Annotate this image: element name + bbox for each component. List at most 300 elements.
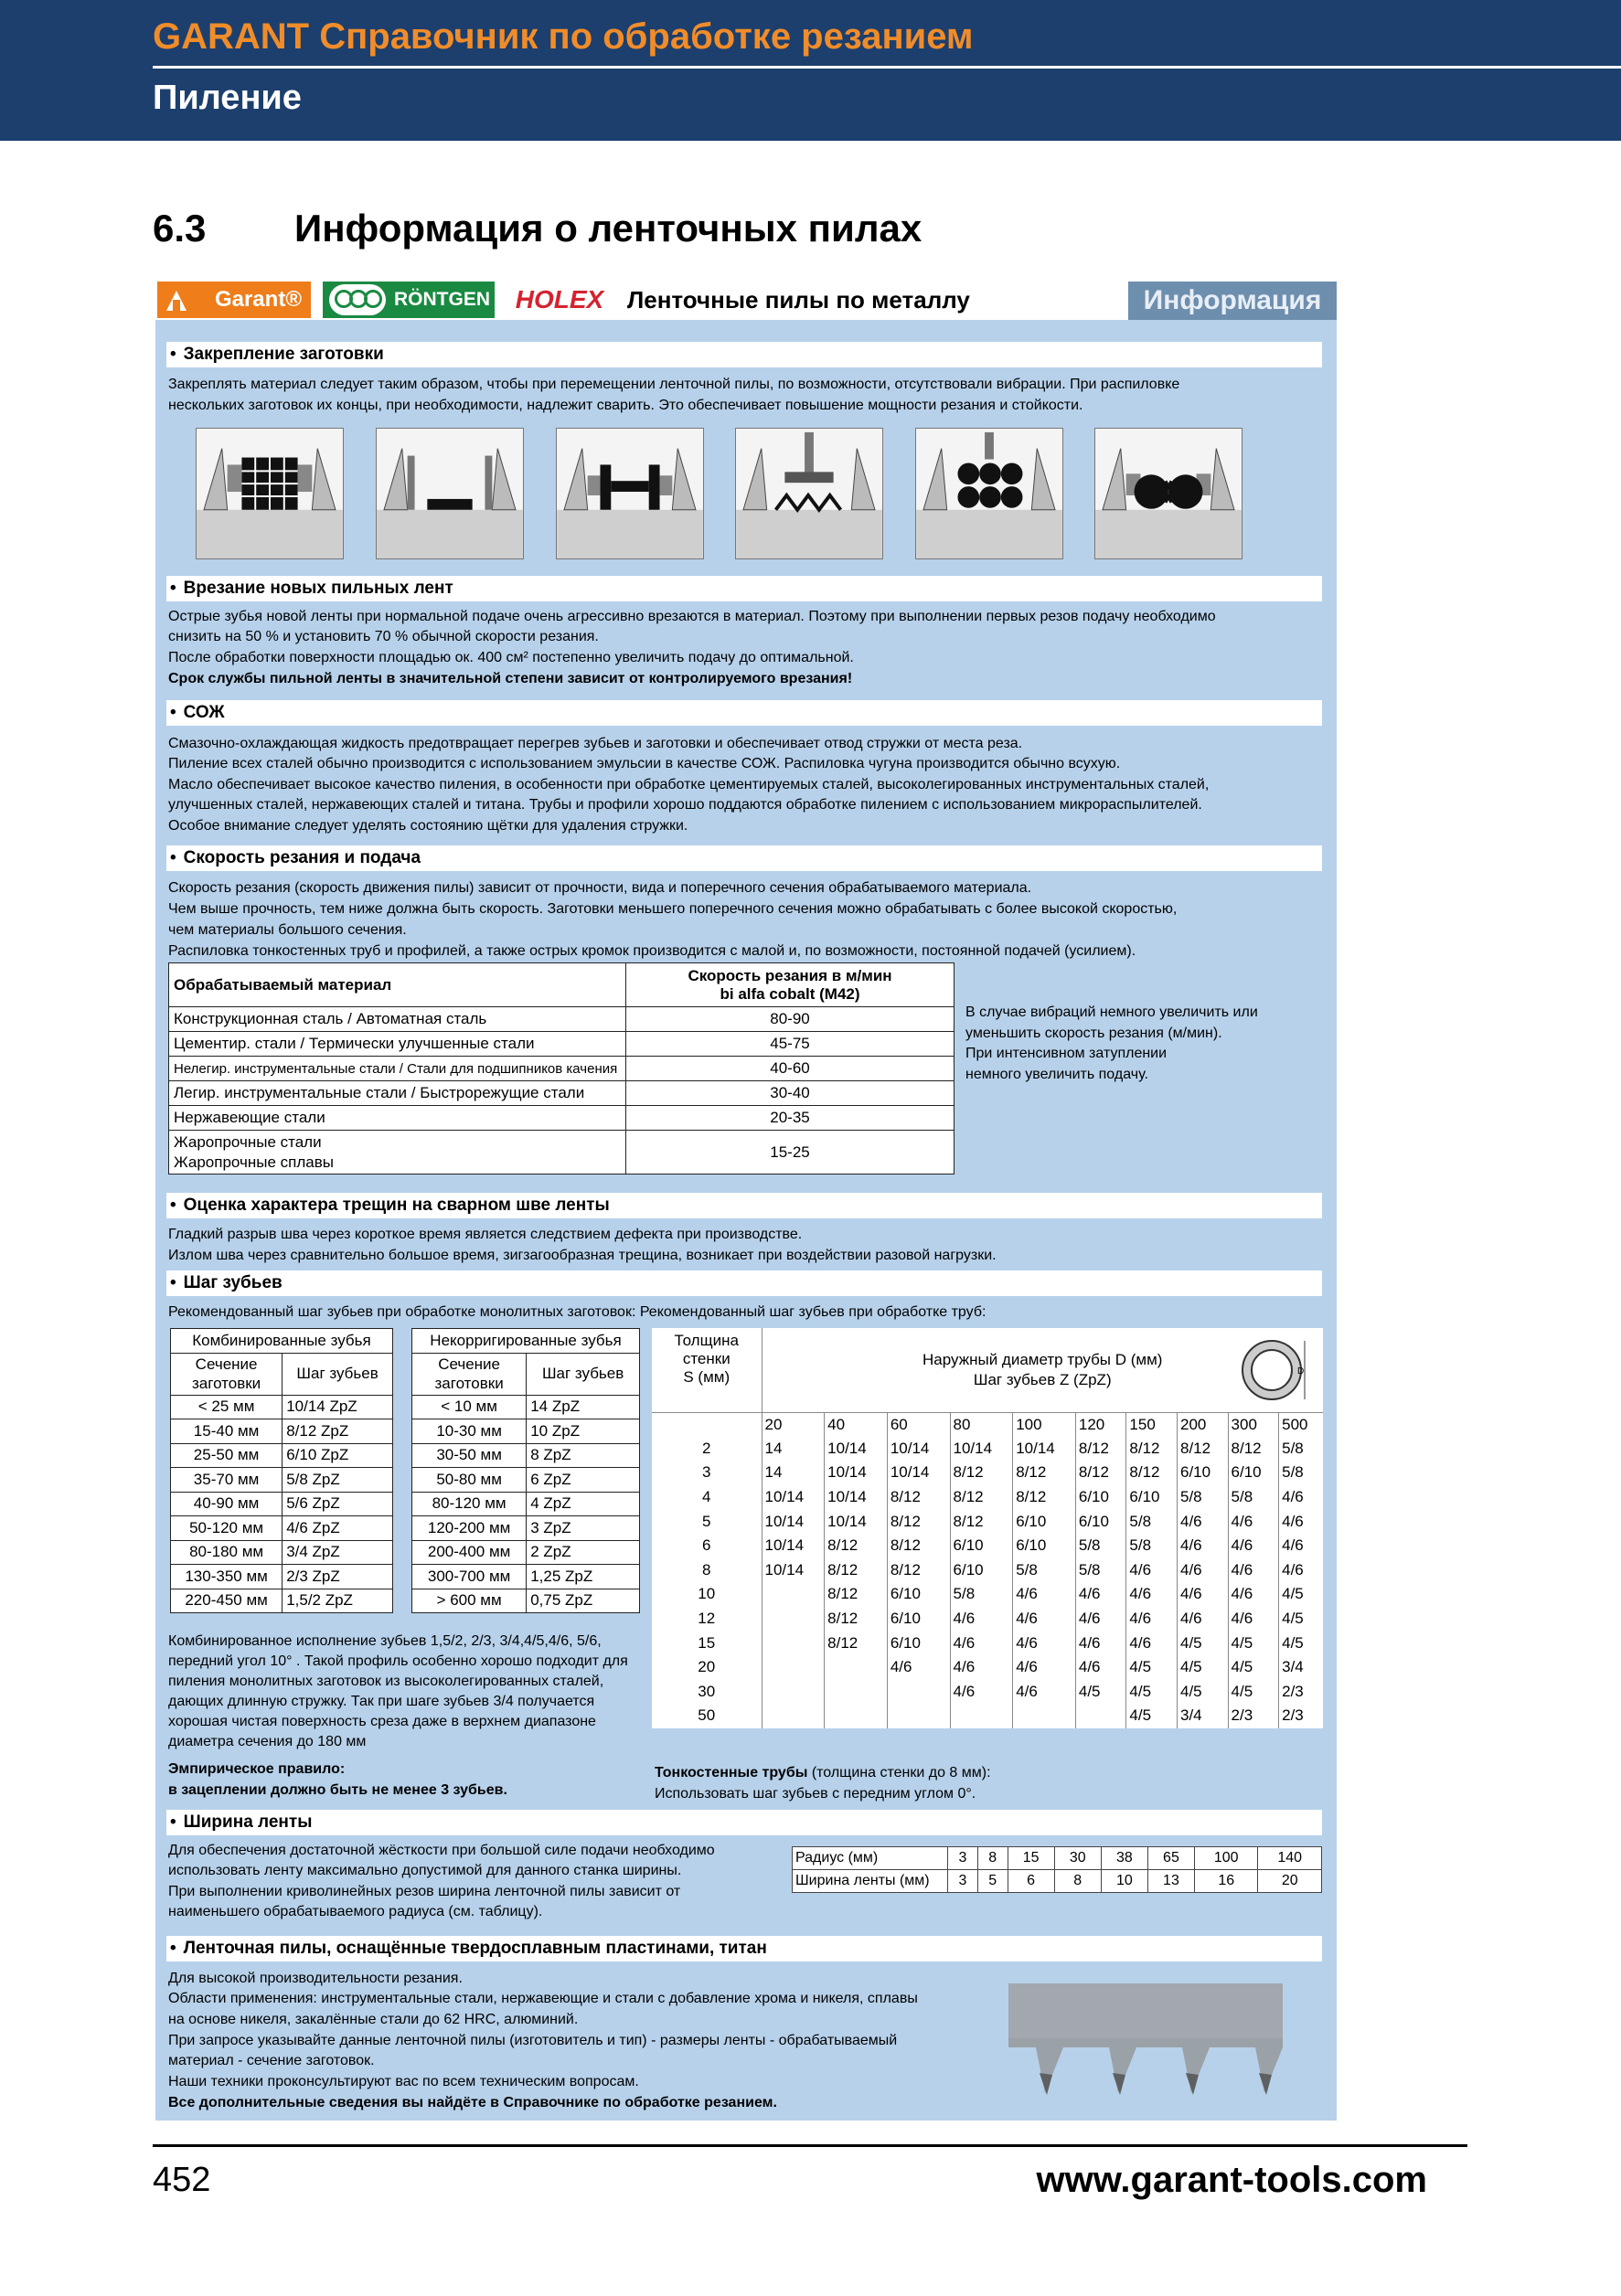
table-row bbox=[171, 1419, 393, 1444]
band-width-text-4: наименьшего обрабатываемого радиуса (см. таблицу). bbox=[168, 1904, 543, 1919]
band-width-text-1: Для обеспечения достаточной жёсткости при большой силе подачи необходимо bbox=[168, 1843, 715, 1858]
table-cell bbox=[887, 1680, 950, 1705]
table-header-row: Сечение заготовки Шаг зубьев bbox=[171, 1353, 393, 1395]
table-cell: 5/8 bbox=[1228, 1485, 1279, 1510]
table-cell: 80 bbox=[950, 1412, 1013, 1437]
table-cell: 20 bbox=[698, 1658, 716, 1676]
pipe-pitch-table bbox=[652, 1328, 1323, 1728]
table-cell bbox=[950, 1704, 1013, 1728]
coolant-heading: • СОЖ bbox=[166, 700, 1322, 726]
table-cell: 8 bbox=[1054, 1870, 1101, 1893]
table-cell: 4/5 bbox=[1228, 1631, 1279, 1655]
table-cell: 4/6 bbox=[1177, 1582, 1228, 1607]
pipe-cross-section-icon bbox=[1237, 1334, 1310, 1407]
table-cell: 8 bbox=[702, 1560, 711, 1578]
header-divider bbox=[153, 66, 1621, 69]
pitch-intro: Рекомендованный шаг зубьев при обработке монолитных заготовок: Рекомендованный шаг зубьев при обработке труб: bbox=[168, 1304, 986, 1320]
cracks-text-1: Гладкий разрыв шва через короткое время является следствием дефекта при производстве. bbox=[168, 1227, 803, 1242]
combo-note-6: диаметра сечения до 180 мм bbox=[168, 1734, 367, 1749]
table-cell: 4/6 bbox=[1279, 1509, 1323, 1534]
table-cell: 5/8 ZpZ bbox=[283, 1468, 393, 1493]
table-cell: 8/12 bbox=[825, 1582, 888, 1607]
thin-wall-note-2: Использовать шаг зубьев с передним углом 0°. bbox=[655, 1786, 976, 1802]
carbide-text-3: на основе никеля, закалённые стали до 62 HRC, алюминий. bbox=[168, 2012, 579, 2027]
table-row: Цементир. стали / Термически улучшенные стали 45-75 bbox=[169, 1032, 954, 1057]
footer-divider bbox=[153, 2144, 1467, 2147]
clamping-text-2: нескольких заготовок их концы, при необходимости, надлежит сварить. Это обеспечивает повышение мощности резания и стойкости. bbox=[168, 398, 1083, 413]
table-cell: 4/6 bbox=[887, 1655, 950, 1680]
table-cell: 8/12 ZpZ bbox=[283, 1419, 393, 1444]
table-row bbox=[412, 1516, 640, 1541]
clamping-text-1: Закреплять материал следует таким образом, чтобы при перемещении ленточной пилы, по возможности, отсутствовали вибрации. При распиловке bbox=[168, 377, 1180, 392]
table-row bbox=[412, 1565, 640, 1589]
carbide-heading: • Ленточная пилы, оснащённые твердосплавным пластинами, титан bbox=[166, 1936, 1322, 1961]
table-cell: 10/14 bbox=[1013, 1437, 1076, 1462]
table-cell: 30-50 мм bbox=[412, 1443, 527, 1468]
table-cell: 10 bbox=[698, 1585, 716, 1603]
table-cell: 20 bbox=[762, 1412, 825, 1437]
table-cell: 25-50 мм bbox=[171, 1443, 283, 1468]
table-cell: 0,75 ZpZ bbox=[527, 1589, 640, 1613]
table-cell: 100 bbox=[1195, 1847, 1258, 1870]
table-cell: 6/10 bbox=[1126, 1485, 1178, 1510]
table-cell bbox=[825, 1680, 888, 1705]
table-cell: 120-200 мм bbox=[412, 1516, 527, 1541]
table-cell: 4/5 bbox=[1177, 1655, 1228, 1680]
table-cell: 10/14 bbox=[825, 1437, 888, 1462]
table-row bbox=[412, 1589, 640, 1613]
table-cell: 4/6 bbox=[1279, 1558, 1323, 1583]
table-row bbox=[171, 1492, 393, 1516]
table-cell: 12 bbox=[698, 1610, 716, 1628]
table-row bbox=[412, 1419, 640, 1444]
table-cell: 130-350 мм bbox=[171, 1565, 283, 1589]
table-cell: 13 bbox=[1147, 1870, 1194, 1893]
table-cell: 8/12 bbox=[887, 1558, 950, 1583]
uncorrected-teeth-table bbox=[411, 1328, 640, 1613]
material-column-header: Обрабатываемый материал bbox=[169, 963, 626, 1007]
table-cell: 4/6 ZpZ bbox=[283, 1516, 393, 1541]
table-cell bbox=[762, 1631, 825, 1655]
table-cell: 4/5 bbox=[1279, 1607, 1323, 1632]
table-cell: 6/10 ZpZ bbox=[283, 1443, 393, 1468]
table-row bbox=[652, 1704, 1323, 1728]
table-cell: 4/6 bbox=[1013, 1631, 1076, 1655]
saw-blade-photo bbox=[1008, 1983, 1283, 2110]
table-cell: 150 bbox=[1126, 1412, 1178, 1437]
cutting-speed-table bbox=[168, 962, 954, 1175]
table-cell: 35-70 мм bbox=[171, 1468, 283, 1493]
table-cell: 4/5 bbox=[1228, 1680, 1279, 1705]
speed-text-3: чем материалы большого сечения. bbox=[168, 922, 407, 938]
table-cell: 60 bbox=[887, 1412, 950, 1437]
table-cell: 10/14 bbox=[825, 1461, 888, 1485]
table-cell: 10/14 bbox=[762, 1509, 825, 1534]
table-cell: 5/8 bbox=[1075, 1534, 1126, 1558]
table-cell: 4/5 bbox=[1279, 1582, 1323, 1607]
table-cell: 4/6 bbox=[1013, 1607, 1076, 1632]
table-row bbox=[171, 1395, 393, 1419]
table-cell: 220-450 мм bbox=[171, 1589, 283, 1613]
table-cell: 140 bbox=[1258, 1847, 1322, 1870]
table-cell: 4/6 bbox=[950, 1680, 1013, 1705]
radius-row: Радиус (мм) 3 8 15 30 38 65 100 140 bbox=[793, 1847, 1322, 1870]
table-cell: 40-90 мм bbox=[171, 1492, 283, 1516]
table-cell: 8/12 bbox=[1075, 1437, 1126, 1462]
table-cell: 6 ZpZ bbox=[527, 1468, 640, 1493]
table-cell: 4/6 bbox=[1126, 1582, 1178, 1607]
carbide-text-2: Области применения: инструментальные стали, нержавеющие и стали с добавление хрома и никеля, сплавы bbox=[168, 1991, 918, 2006]
thin-wall-note: Тонкостенные трубы (толщина стенки до 8 мм): bbox=[655, 1765, 991, 1780]
cracks-text-2: Излом шва через сравнительно большое время, зигзагообразная трещина, возникает при воздействии разовой нагрузки. bbox=[168, 1248, 997, 1263]
table-cell: 4/6 bbox=[950, 1607, 1013, 1632]
table-cell: 5/8 bbox=[950, 1582, 1013, 1607]
table-row bbox=[171, 1565, 393, 1589]
table-cell: 14 bbox=[762, 1461, 825, 1485]
table-row bbox=[412, 1540, 640, 1565]
table-cell: 10/14 bbox=[950, 1437, 1013, 1462]
coolant-text-5: Особое внимание следует уделять состоянию щётки для удаления стружки. bbox=[168, 818, 688, 834]
table-row bbox=[652, 1680, 1323, 1705]
table-cell: 4 ZpZ bbox=[527, 1492, 640, 1516]
run-in-text-1: Острые зубья новой ленты при нормальной подаче очень агрессивно врезаются в материал. Поэтому при выполнении первых резов подачу необходимо bbox=[168, 609, 1216, 624]
table-cell: 4/6 bbox=[1177, 1607, 1228, 1632]
table-cell: 15 bbox=[1008, 1847, 1054, 1870]
table-row: Конструкционная сталь / Автоматная сталь 80-90 bbox=[169, 1007, 954, 1032]
table-row bbox=[412, 1443, 640, 1468]
table-cell: 6/10 bbox=[950, 1534, 1013, 1558]
table-cell: 100 bbox=[1013, 1412, 1076, 1437]
table-cell: 200-400 мм bbox=[412, 1540, 527, 1565]
table-cell: 30 bbox=[1054, 1847, 1101, 1870]
table-cell: 40 bbox=[825, 1412, 888, 1437]
band-width-table bbox=[792, 1846, 1322, 1893]
table-cell: 4/5 bbox=[1177, 1680, 1228, 1705]
table-cell: 6/10 bbox=[1075, 1485, 1126, 1510]
table-cell: < 25 мм bbox=[171, 1395, 283, 1419]
run-in-text-3: После обработки поверхности площадью ок. 400 см² постепенно увеличить подачу до оптимальной. bbox=[168, 650, 854, 665]
table-cell: 2 bbox=[702, 1439, 711, 1457]
table-cell: 10/14 bbox=[825, 1509, 888, 1534]
coolant-text-3: Масло обеспечивает высокое качество пиления, в особенности при обработке цементируемых сталей, высоколегированных инструментальных сталей, bbox=[168, 777, 1210, 792]
table-cell: 10/14 ZpZ bbox=[283, 1395, 393, 1419]
table-cell: 4/6 bbox=[1126, 1558, 1178, 1583]
website-url: www.garant-tools.com bbox=[1036, 2160, 1427, 2200]
clamp-figure-ibeam bbox=[556, 428, 704, 559]
table-cell: 4/5 bbox=[1228, 1655, 1279, 1680]
table-cell bbox=[887, 1704, 950, 1728]
clamp-figure-profile bbox=[735, 428, 883, 559]
table-cell: 4/6 bbox=[1075, 1582, 1126, 1607]
table-cell: 3 ZpZ bbox=[527, 1516, 640, 1541]
table-cell bbox=[762, 1582, 825, 1607]
section-title: Информация о ленточных пилах bbox=[294, 207, 922, 250]
table-row bbox=[652, 1655, 1323, 1680]
table-cell bbox=[762, 1655, 825, 1680]
table-cell: 8/12 bbox=[887, 1509, 950, 1534]
table-cell: 3/4 bbox=[1279, 1655, 1323, 1680]
header-band bbox=[0, 0, 1621, 141]
table-cell: 4/6 bbox=[1126, 1631, 1178, 1655]
band-width-heading: • Ширина ленты bbox=[166, 1810, 1322, 1835]
table-cell: 8/12 bbox=[825, 1631, 888, 1655]
table-cell: 120 bbox=[1075, 1412, 1126, 1437]
table-cell: 14 bbox=[762, 1437, 825, 1462]
table-cell: 5 bbox=[702, 1512, 711, 1530]
table-cell: 4/6 bbox=[950, 1655, 1013, 1680]
table-cell: 6/10 bbox=[1075, 1509, 1126, 1534]
table-cell: 8/12 bbox=[1126, 1437, 1178, 1462]
table-cell: 300 bbox=[1228, 1412, 1279, 1437]
speed-text-2: Чем выше прочность, тем ниже должна быть скорость. Заготовки меньшего поперечного сечения можно обрабатывать с более высокой скоростью, bbox=[168, 901, 1178, 917]
table-cell: 4/5 bbox=[1177, 1631, 1228, 1655]
holex-logo: HOLEX bbox=[515, 285, 604, 314]
table-cell: 6/10 bbox=[1013, 1509, 1076, 1534]
garant-logo-icon bbox=[165, 289, 188, 313]
table-cell: 4/6 bbox=[1126, 1607, 1178, 1632]
carbide-text-5: материал - сечение заготовок. bbox=[168, 2053, 375, 2068]
table-row bbox=[652, 1582, 1323, 1607]
table-cell: 10/14 bbox=[825, 1485, 888, 1510]
coolant-text-2: Пиление всех сталей обычно производится с использованием эмульсии в качестве СОЖ. Распиловка чугуна производится обычно всухую. bbox=[168, 756, 1121, 771]
table-header-row: Некорригированные зубья bbox=[412, 1329, 640, 1354]
table-cell: 80-180 мм bbox=[171, 1540, 283, 1565]
table-cell: 4/6 bbox=[1013, 1680, 1076, 1705]
table-cell: 4/6 bbox=[950, 1631, 1013, 1655]
table-cell: 10/14 bbox=[762, 1485, 825, 1510]
table-cell: 4/6 bbox=[1075, 1631, 1126, 1655]
table-cell: 8/12 bbox=[1177, 1437, 1228, 1462]
table-cell: 8/12 bbox=[825, 1607, 888, 1632]
table-cell: 5/8 bbox=[1177, 1485, 1228, 1510]
speed-note-4: немного увеличить подачу. bbox=[965, 1067, 1148, 1082]
coolant-text-4: улучшенных сталей, нержавеющих сталей и титана. Трубы и профили хорошо поддаются обработке пилением с использованием микрораспылителей. bbox=[168, 797, 1202, 813]
table-cell: 4/6 bbox=[1013, 1582, 1076, 1607]
table-cell: 2/3 bbox=[1228, 1704, 1279, 1728]
table-cell: 2/3 bbox=[1279, 1680, 1323, 1705]
table-cell: 50-80 мм bbox=[412, 1468, 527, 1493]
table-row bbox=[412, 1468, 640, 1493]
table-cell: 14 ZpZ bbox=[527, 1395, 640, 1419]
table-cell: 4/5 bbox=[1126, 1655, 1178, 1680]
table-cell: 50 bbox=[698, 1706, 716, 1725]
table-cell: 4/6 bbox=[1228, 1582, 1279, 1607]
run-in-text-2: снизить на 50 % и установить 70 % обычной скорости резания. bbox=[168, 629, 599, 644]
table-cell: 4/6 bbox=[1279, 1534, 1323, 1558]
rontgen-logo: RÖNTGEN bbox=[323, 282, 495, 318]
table-cell: 4/6 bbox=[1013, 1655, 1076, 1680]
garant-logo: Garant® bbox=[157, 282, 311, 318]
table-row: Нелегир. инструментальные стали / Стали для подшипников качения 40-60 bbox=[169, 1057, 954, 1081]
speed-column-header: Скорость резания в м/мин bi alfa cobalt (M42) bbox=[626, 963, 954, 1007]
carbide-text-4: При запросе указывайте данные ленточной пилы (изготовитель и тип) - размеры ленты - обрабатываемый bbox=[168, 2033, 898, 2048]
clamp-figure-round bbox=[1094, 428, 1242, 559]
table-cell: 5/8 bbox=[1075, 1558, 1126, 1583]
table-cell: 15-40 мм bbox=[171, 1419, 283, 1444]
table-row bbox=[171, 1468, 393, 1493]
table-cell: 8/12 bbox=[825, 1558, 888, 1583]
table-cell: 4/6 bbox=[1228, 1558, 1279, 1583]
speed-note-2: уменьшить скорость резания (м/мин). bbox=[965, 1026, 1222, 1041]
table-header-row bbox=[652, 1328, 1323, 1412]
table-row bbox=[171, 1540, 393, 1565]
table-cell: 500 bbox=[1279, 1412, 1323, 1437]
table-row bbox=[412, 1395, 640, 1419]
table-cell: 65 bbox=[1147, 1847, 1194, 1870]
table-cell: 8/12 bbox=[887, 1534, 950, 1558]
table-cell: 2/3 bbox=[1279, 1704, 1323, 1728]
table-cell: 10 ZpZ bbox=[527, 1419, 640, 1444]
table-cell: 8/12 bbox=[825, 1534, 888, 1558]
table-cell: 8 ZpZ bbox=[527, 1443, 640, 1468]
table-row bbox=[652, 1558, 1323, 1583]
table-cell: 4/5 bbox=[1126, 1680, 1178, 1705]
table-row bbox=[171, 1443, 393, 1468]
svg-text:D: D bbox=[1297, 1366, 1305, 1377]
header-subtitle: Пиление bbox=[153, 79, 302, 117]
table-cell: 2 ZpZ bbox=[527, 1540, 640, 1565]
table-cell: 4/6 bbox=[1075, 1655, 1126, 1680]
combo-note-1: Комбинированное исполнение зубьев 1,5/2, 2/3, 3/4,4/5,4/6, 5/6, bbox=[168, 1633, 602, 1649]
table-cell: 8/12 bbox=[1228, 1437, 1279, 1462]
table-cell: 6/10 bbox=[887, 1631, 950, 1655]
table-cell: > 600 мм bbox=[412, 1589, 527, 1613]
table-cell: 5/8 bbox=[1279, 1437, 1323, 1462]
table-row bbox=[652, 1534, 1323, 1558]
table-cell: 10-30 мм bbox=[412, 1419, 527, 1444]
speed-text-1: Скорость резания (скорость движения пилы) зависит от прочности, вида и поперечного сечения обрабатываемого материала. bbox=[168, 880, 1032, 896]
cracks-heading: • Оценка характера трещин на сварном шве ленты bbox=[166, 1193, 1322, 1218]
table-cell: 15 bbox=[698, 1633, 716, 1652]
table-cell: 6/10 bbox=[1228, 1461, 1279, 1485]
speed-heading: • Скорость резания и подача bbox=[166, 845, 1322, 871]
table-cell bbox=[825, 1704, 888, 1728]
table-cell: 16 bbox=[1195, 1870, 1258, 1893]
rule-of-thumb-text: в зацеплении должно быть не менее 3 зубьев. bbox=[168, 1782, 507, 1798]
table-cell: 4/5 bbox=[1075, 1680, 1126, 1705]
table-header-row bbox=[169, 963, 954, 1007]
table-cell: 4/6 bbox=[1279, 1485, 1323, 1510]
table-cell: 4/6 bbox=[1075, 1607, 1126, 1632]
table-cell: 4/5 bbox=[1279, 1631, 1323, 1655]
table-cell: 300-700 мм bbox=[412, 1565, 527, 1589]
carbide-text-1: Для высокой производительности резания. bbox=[168, 1971, 463, 1986]
coolant-text-1: Смазочно-охлаждающая жидкость предотвращает перегрев зубьев и заготовки и обеспечивает отвод стружки от места реза. bbox=[168, 736, 1023, 751]
combo-note-4: дающих длинную стружку. Так при шаге зубьев 3/4 получается bbox=[168, 1694, 595, 1709]
combo-note-3: пиления монолитных заготовок из высоколегированных сталей, bbox=[168, 1674, 604, 1689]
table-cell: < 10 мм bbox=[412, 1395, 527, 1419]
table-cell: 6/10 bbox=[1177, 1461, 1228, 1485]
table-row: Нержавеющие стали 20-35 bbox=[169, 1106, 954, 1131]
speed-note-1: В случае вибраций немного увеличить или bbox=[965, 1004, 1258, 1020]
table-cell: 1,25 ZpZ bbox=[527, 1565, 640, 1589]
page-number: 452 bbox=[153, 2161, 211, 2199]
table-cell: 6/10 bbox=[887, 1607, 950, 1632]
table-cell: 4/6 bbox=[1177, 1534, 1228, 1558]
table-cell: 6/10 bbox=[950, 1558, 1013, 1583]
table-cell: 3/4 bbox=[1177, 1704, 1228, 1728]
table-cell: 80-120 мм bbox=[412, 1492, 527, 1516]
table-row bbox=[652, 1631, 1323, 1655]
table-cell: 3 bbox=[948, 1870, 978, 1893]
table-cell: 5 bbox=[977, 1870, 1008, 1893]
table-cell bbox=[762, 1680, 825, 1705]
table-cell: 10/14 bbox=[762, 1558, 825, 1583]
table-row bbox=[652, 1485, 1323, 1510]
table-cell: 4/6 bbox=[1177, 1558, 1228, 1583]
clamp-figure-bars bbox=[915, 428, 1063, 559]
table-cell bbox=[825, 1655, 888, 1680]
table-cell: 10/14 bbox=[762, 1534, 825, 1558]
table-cell: 4/5 bbox=[1126, 1704, 1178, 1728]
clamp-figure-flat bbox=[376, 428, 524, 559]
table-row bbox=[652, 1509, 1323, 1534]
table-cell: 8/12 bbox=[887, 1485, 950, 1510]
table-row bbox=[412, 1492, 640, 1516]
rule-of-thumb-title: Эмпирическое правило: bbox=[168, 1761, 346, 1777]
table-cell: 4/6 bbox=[1228, 1509, 1279, 1534]
run-in-note: Срок службы пильной ленты в значительной степени зависит от контролируемого врезания! bbox=[168, 671, 853, 686]
table-cell: 6/10 bbox=[887, 1582, 950, 1607]
table-cell: 5/6 ZpZ bbox=[283, 1492, 393, 1516]
table-row bbox=[171, 1589, 393, 1613]
table-header-row: Сечение заготовки Шаг зубьев bbox=[412, 1353, 640, 1395]
table-cell: 10/14 bbox=[887, 1461, 950, 1485]
table-row bbox=[652, 1607, 1323, 1632]
table-cell: 8/12 bbox=[950, 1485, 1013, 1510]
section-number: 6.3 bbox=[153, 207, 207, 250]
table-cell: 5/8 bbox=[1126, 1534, 1178, 1558]
table-cell: 3/4 ZpZ bbox=[283, 1540, 393, 1565]
carbide-note: Все дополнительные сведения вы найдёте в Справочнике по обработке резанием. bbox=[168, 2095, 777, 2110]
speed-text-4: Распиловка тонкостенных труб и профилей, а также острых кромок производится с малой и, по возможности, постоянной подачей (усилием). bbox=[168, 943, 1136, 959]
info-label: Информация bbox=[1128, 282, 1337, 320]
table-cell: 8/12 bbox=[1013, 1461, 1076, 1485]
table-cell: 38 bbox=[1101, 1847, 1147, 1870]
table-cell: 30 bbox=[698, 1682, 716, 1700]
clamp-figure-block bbox=[196, 428, 344, 559]
run-in-heading: • Врезание новых пильных лент bbox=[166, 576, 1322, 601]
table-cell: 10/14 bbox=[887, 1437, 950, 1462]
table-cell: 8 bbox=[977, 1847, 1008, 1870]
brand-bar-title: Ленточные пилы по металлу bbox=[627, 286, 970, 314]
table-cell: 6/10 bbox=[1013, 1534, 1076, 1558]
pitch-heading: • Шаг зубьев bbox=[166, 1270, 1322, 1296]
table-cell: 4/6 bbox=[1228, 1534, 1279, 1558]
table-cell bbox=[1075, 1704, 1126, 1728]
table-cell: 5/8 bbox=[1013, 1558, 1076, 1583]
table-cell: 4/6 bbox=[1228, 1607, 1279, 1632]
pipe-diameter-header: Наружный диаметр трубы D (мм) Шаг зубьев Z (ZpZ) D bbox=[762, 1328, 1323, 1412]
header-title: GARANT Справочник по обработке резанием bbox=[153, 16, 974, 57]
table-cell: 200 bbox=[1177, 1412, 1228, 1437]
table-cell: 8/12 bbox=[1075, 1461, 1126, 1485]
table-cell: 8/12 bbox=[950, 1461, 1013, 1485]
table-row bbox=[171, 1516, 393, 1541]
table-row bbox=[652, 1461, 1323, 1485]
table-cell: 8/12 bbox=[1126, 1461, 1178, 1485]
carbide-text-6: Наши техники проконсультируют вас по всем техническим вопросам. bbox=[168, 2074, 639, 2089]
band-width-text-2: использовать ленту максимально допустимой для данного станка ширины. bbox=[168, 1863, 682, 1878]
speed-note-3: При интенсивном затуплении bbox=[965, 1046, 1168, 1061]
clamping-heading: • Закрепление заготовки bbox=[166, 342, 1322, 367]
table-cell: 5/8 bbox=[1126, 1509, 1178, 1534]
band-width-row: Ширина ленты (мм) 3 5 6 8 10 13 16 20 bbox=[793, 1870, 1322, 1893]
combined-teeth-table bbox=[170, 1328, 393, 1613]
combo-note-5: хорошая чистая поверхность среза даже в верхнем диапазоне bbox=[168, 1714, 596, 1729]
diameter-row bbox=[652, 1412, 1323, 1437]
table-row: Легир. инструментальные стали / Быстрорежущие стали 30-40 bbox=[169, 1081, 954, 1106]
